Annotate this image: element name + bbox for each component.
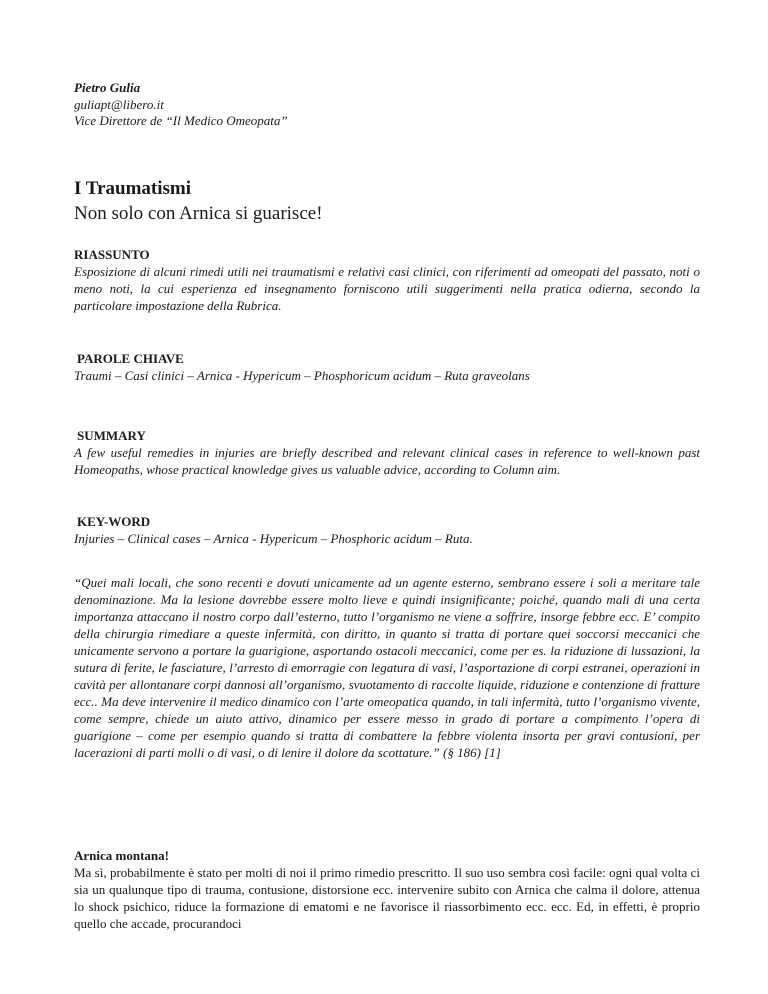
riassunto-heading: RIASSUNTO [74, 247, 150, 262]
author-email[interactable]: guliapt@libero.it [74, 96, 164, 112]
parole-chiave-section [74, 350, 700, 384]
arnica-heading: Arnica montana! [74, 848, 169, 863]
parole-chiave-heading: PAROLE CHIAVE [77, 351, 184, 366]
riassunto-text: Esposizione di alcuni rimedi utili nei traumatismi e relativi casi clinici, con riferimenti ad omeopati del passato, noti o meno noti, la cui esperienza ed insegnamento forniscono utili suggerimenti nella pratica odierna, secondo la particolare impostazione della Rubrica. [74, 264, 700, 313]
author-name: Pietro Gulia [74, 80, 141, 95]
title-block [74, 176, 323, 226]
quote-text: “Quei mali locali, che sono recenti e dovuti unicamente ad un agente esterno, sembrano essere i soli a meritare tale denominazione. Ma la lesione dovrebbe essere molto lieve e quindi insignificante; poiché, quando mali di una certa importanza attaccano il nostro corpo dall’esterno, tutto l’organismo ne viene a soffrire, insorge febbre ecc. E’ compito della chirurgia rimediare a queste infermità, con diritto, in quanto si tratta di portare quei soccorsi meccanici che unicamente servono a portare la guarigione, asportando ostacoli meccanici, come per es. la riduzione di lussazioni, la sutura di ferite, le fasciature, l’arresto di emorragie con legatura di vasi, l’asportazione di corpi estranei, operazioni in cavità per allontanare corpi dannosi all’organismo, svuotamento di raccolte liquide, riduzione e contenzione di fratture ecc.. Ma deve intervenire il medico dinamico con l’arte omeopatica quando, in tali infermità, tutto l’organismo vivente, come sempre, chiede un aiuto attivo, dinamico per essere messo in grado di portare a compimento l’opera di guarigione – come per esempio quando si tratta di combattere la febbre violenta insorta per gravi contusioni, per lacerazioni di parti molli o di vasi, o di lenire il dolore da scottature.” (§ 186) [1] [74, 575, 700, 760]
hahnemann-quote [74, 574, 700, 761]
paper-subtitle: Non solo con Arnica si guarisce! [74, 203, 323, 224]
riassunto-section [74, 246, 700, 314]
parole-chiave-text: Traumi – Casi clinici – Arnica - Hypericum – Phosphoricum acidum – Ruta graveolans [74, 368, 530, 383]
author-role: Vice Direttore de “Il Medico Omeopata” [74, 113, 288, 128]
author-block [74, 80, 288, 130]
summary-heading: SUMMARY [77, 428, 146, 443]
key-word-section [74, 513, 700, 547]
arnica-text: Ma sì, probabilmente è stato per molti di noi il primo rimedio prescritto. Il suo uso sembra così facile: ogni qual volta ci sia un qualunque tipo di trauma, contusione, distorsione ecc. intervenire subito con Arnica che calma il dolore, attenua lo shock psichico, riduce la formazione di ematomi e ne favorisce il riassorbimento ecc. ecc. Ed, in effetti, è proprio quello che accade, procurandoci [74, 865, 700, 931]
summary-section [74, 427, 700, 478]
arnica-section [74, 847, 700, 932]
summary-text: A few useful remedies in injuries are briefly described and relevant clinical cases in reference to well-known past Homeopaths, whose practical knowledge gives us valuable advice, according to Column aim. [74, 445, 700, 477]
key-word-text: Injuries – Clinical cases – Arnica - Hypericum – Phosphoric acidum – Ruta. [74, 531, 473, 546]
key-word-heading: KEY-WORD [77, 514, 151, 529]
paper-title: I Traumatismi [74, 178, 191, 199]
